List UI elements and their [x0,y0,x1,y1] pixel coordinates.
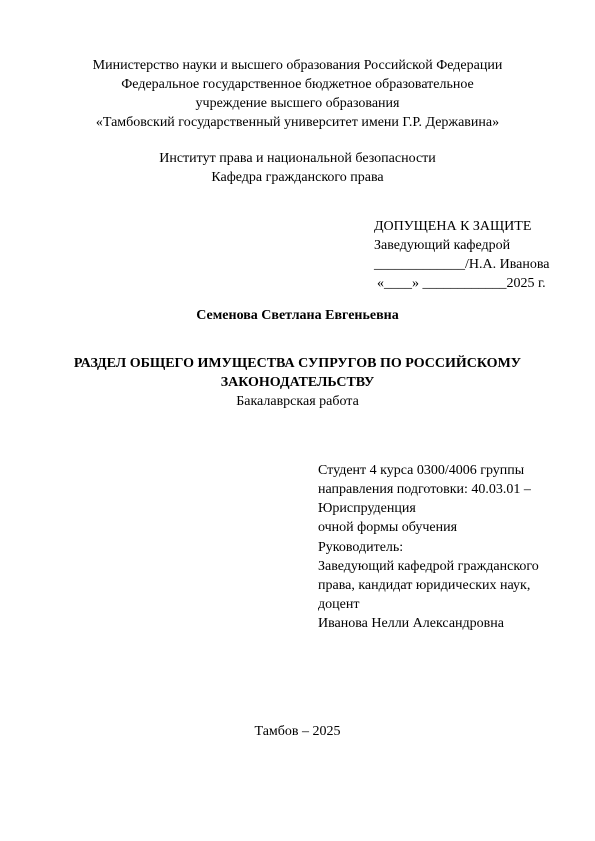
supervisor-label: Руководитель: [318,540,404,555]
student-info-line-3: Юриспруденция [318,501,416,516]
ministry-line-2: Федеральное государственное бюджетное образовательное [121,77,474,92]
institute-block [0,149,595,187]
ministry-line-3: учреждение высшего образования [195,96,400,111]
supervisor-line-2: права, кандидат юридических наук, [318,578,531,593]
approval-title: ДОПУЩЕНА К ЗАЩИТЕ [374,219,532,234]
thesis-title-line-2: ЗАКОНОДАТЕЛЬСТВУ [220,375,375,390]
university-name: «Тамбовский государственный университет имени Г.Р. Державина» [95,115,500,130]
thesis-type: Бакалаврская работа [236,394,359,409]
approval-date-line: «____» ____________2025 г. [377,276,546,291]
supervisor-name: Иванова Нелли Александровна [318,616,504,631]
student-info-line-2: направления подготовки: 40.03.01 – [318,482,531,497]
author-name: Семенова Светлана Евгеньевна [196,308,399,323]
supervisor-block [318,538,539,633]
approval-role: Заведующий кафедрой [374,238,511,253]
student-info-line-4: очной формы обучения [318,520,458,535]
ministry-line-1: Министерство науки и высшего образования Российской Федерации [92,58,503,73]
department-name: Кафедра гражданского права [211,170,384,185]
student-info-line-1: Студент 4 курса 0300/4006 группы [318,463,525,478]
approval-block [374,217,550,293]
supervisor-line-3: доцент [318,597,360,612]
institute-name: Институт права и национальной безопасности [159,151,436,166]
thesis-title-block [0,354,595,411]
supervisor-line-1: Заведующий кафедрой гражданского [318,559,539,574]
city-year: Тамбов – 2025 [254,724,341,739]
ministry-header [0,56,595,132]
approval-signature-line: _____________/Н.А. Иванова [374,257,550,272]
student-info-block [318,461,531,537]
thesis-title-line-1: РАЗДЕЛ ОБЩЕГО ИМУЩЕСТВА СУПРУГОВ ПО РОССИЙСКОМУ [73,356,522,371]
